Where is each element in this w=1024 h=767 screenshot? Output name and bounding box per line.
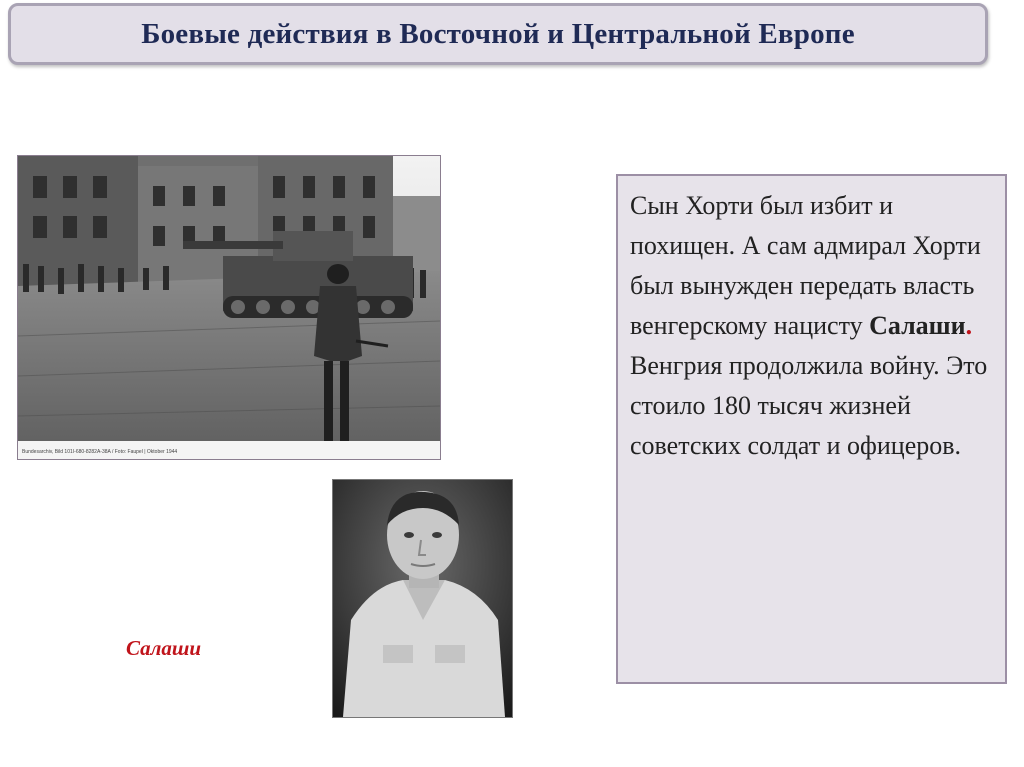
slide-title: Боевые действия в Восточной и Центральной Европе <box>141 17 855 50</box>
title-banner <box>8 3 988 65</box>
body-text-name: Салаши <box>869 311 966 340</box>
budapest-tank-photo <box>17 155 441 460</box>
body-paragraph <box>630 186 997 466</box>
szalasi-portrait-photo <box>332 479 513 718</box>
body-text-part1: Сын Хорти был избит и похищен. А сам адмирал Хорти был вынужден передать власть венгерскому нацисту <box>630 191 981 340</box>
body-text-part2: Венгрия продолжила войну. Это стоило 180 тысяч жизней советских солдат и офицеров. <box>630 351 988 460</box>
photo-credit: Bundesarchiv, Bild 101I-680-8282A-38A / Foto: Faupel | Oktober 1944 <box>22 449 178 455</box>
text-panel <box>616 174 1007 684</box>
portrait-caption: Салаши <box>126 636 202 660</box>
body-text-dot: . <box>965 311 973 340</box>
